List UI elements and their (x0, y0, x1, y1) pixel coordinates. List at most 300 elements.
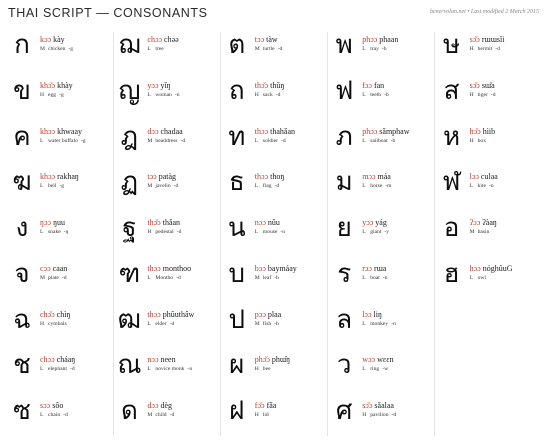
letter-details (362, 411, 435, 420)
letter-name (255, 171, 328, 182)
letter-meaning: tree (155, 46, 164, 52)
letter-word: sǎalaa (372, 401, 394, 411)
consonant-entry (6, 348, 113, 394)
thai-letter: ฑ (118, 258, 141, 289)
thai-letter: ฏ (120, 167, 139, 198)
letter-name (40, 354, 113, 365)
letter-details (40, 274, 113, 283)
final-sound: -y (384, 229, 390, 236)
letter-sound: khɔɔ (40, 126, 56, 136)
letter-sound: lɔɔ (469, 172, 479, 182)
letter-name (147, 171, 220, 182)
thai-letter: น (227, 213, 246, 244)
letter-info (40, 80, 113, 100)
consonant-entry (6, 120, 113, 166)
final-sound: -g (68, 46, 74, 52)
letter-details (40, 45, 113, 54)
letter-details (147, 91, 220, 100)
thai-letter: ฆ (12, 167, 32, 198)
letter-details (147, 320, 220, 329)
final-sound: -d (173, 183, 179, 190)
letter-details (470, 137, 543, 146)
final-sound: -g (59, 91, 64, 98)
consonant-class: H (469, 91, 474, 98)
consonant-entry (221, 165, 328, 211)
letter-word: chìŋ (54, 309, 71, 319)
letter-word: ŋuu (51, 218, 66, 228)
consonant-entry (436, 74, 543, 120)
letter-name (147, 309, 220, 320)
thai-letter: ข (13, 75, 31, 106)
consonant-class: M (254, 320, 260, 327)
letter-details (470, 228, 543, 237)
letter-sound: tɔɔ (147, 172, 157, 182)
letter-word: dèg (158, 401, 173, 411)
consonant-entry (328, 28, 435, 74)
letter-details (470, 45, 543, 54)
letter-details (255, 274, 328, 283)
letter-meaning: sailboat (370, 137, 388, 144)
final-sound: -b (390, 137, 396, 144)
thai-letter: ท (228, 121, 246, 152)
letter-meaning: child (155, 412, 167, 419)
letter-details (255, 320, 328, 329)
final-sound (486, 275, 489, 281)
consonant-class: M (469, 229, 475, 236)
letter-name (255, 309, 328, 320)
letter-sound: tɔɔ (254, 35, 265, 44)
letter-sound: rɔɔ (362, 263, 372, 273)
consonant-entry (113, 257, 220, 303)
thai-letter: ผ (229, 350, 245, 381)
letter-name (147, 217, 220, 228)
letter-name (470, 80, 543, 91)
letter-sound: thɔ̌ɔ (254, 80, 269, 90)
final-sound: -w (382, 366, 389, 373)
final-sound: -b (274, 274, 279, 281)
consonant-class: M (147, 137, 153, 144)
letter-details (147, 411, 220, 420)
letter-meaning: sack (262, 91, 273, 98)
thai-letter: ฉ (13, 304, 31, 335)
thai-letter: ซ (13, 396, 31, 427)
letter-meaning: chicken (48, 46, 66, 52)
letter-sound: chɔɔ (40, 355, 55, 365)
letter-info (40, 400, 113, 420)
thai-letter: ก (14, 30, 30, 60)
letter-details (255, 137, 328, 146)
letter-meaning: bee (262, 366, 271, 373)
letter-sound: bɔɔ (254, 263, 266, 273)
letter-name (255, 217, 328, 228)
consonant-class: M (40, 274, 45, 281)
letter-info (255, 400, 328, 420)
consonant-class: L (40, 183, 44, 190)
letter-info (470, 80, 543, 100)
letter-name (362, 34, 435, 45)
final-sound: -d (275, 91, 281, 98)
consonant-class: H (254, 412, 259, 419)
consonant-class: L (362, 91, 366, 98)
letter-meaning: soldier (262, 137, 279, 144)
final-sound (164, 46, 167, 52)
thai-letter: ย (336, 213, 352, 244)
letter-details (255, 182, 328, 191)
consonant-class: L (254, 137, 259, 144)
letter-sound: yɔɔ (147, 80, 159, 90)
letter-meaning: water buffalo (48, 137, 78, 144)
letter-info (362, 34, 435, 54)
letter-word: ʔàaŋ (480, 218, 497, 228)
letter-word: plaa (265, 309, 282, 319)
letter-sound: nɔɔ (254, 218, 266, 228)
consonant-class: L (362, 366, 366, 373)
letter-info (362, 354, 435, 374)
letter-name (255, 400, 328, 411)
consonant-class: L (147, 91, 151, 98)
letter-word: culaa (478, 172, 498, 182)
letter-word: yǐŋ (158, 80, 171, 90)
thai-letter: ฬ (442, 167, 461, 198)
letter-details (147, 182, 220, 191)
letter-meaning: turtle (262, 46, 275, 52)
letter-details (362, 365, 435, 374)
consonant-class: L (40, 366, 44, 373)
final-sound: -d (281, 137, 286, 144)
consonant-entry (113, 165, 220, 211)
letter-sound: phɔ̌ɔ (254, 355, 270, 365)
final-sound (269, 412, 272, 418)
letter-info (255, 126, 328, 146)
letter-sound: phɔɔ (362, 35, 378, 44)
letter-details (255, 365, 328, 374)
letter-info (255, 171, 328, 191)
final-sound: -d (176, 229, 182, 236)
letter-sound: kɔɔ (40, 35, 52, 44)
letter-meaning: fish (262, 320, 272, 327)
final-sound (489, 229, 492, 235)
consonant-entry (221, 211, 328, 257)
thai-letter: ว (336, 350, 352, 381)
letter-info (470, 126, 543, 146)
letter-name (40, 309, 113, 320)
consonant-class: H (147, 229, 152, 236)
letter-details (40, 320, 113, 329)
consonant-entry (328, 74, 435, 120)
consonant-class: H (40, 320, 45, 327)
letter-name (470, 263, 543, 274)
letter-sound: fɔɔ (362, 80, 372, 90)
letter-sound: fɔ̌ɔ (254, 401, 265, 411)
final-sound: -d (169, 320, 175, 327)
consonant-entry (113, 348, 220, 394)
letter-sound: hɔ̌ɔ (469, 126, 481, 136)
consonant-entry (113, 211, 220, 257)
final-sound: -d (169, 412, 175, 419)
letter-meaning: lid (262, 412, 269, 419)
letter-meaning: pavilion (370, 412, 389, 419)
letter-details (147, 274, 220, 283)
letter-word: fǎa (264, 401, 277, 411)
letter-details (255, 228, 328, 237)
letter-info (147, 34, 220, 54)
thai-letter: ญ (118, 75, 141, 106)
letter-meaning: box (477, 137, 486, 144)
letter-meaning: tray (370, 46, 379, 52)
consonant-class: L (147, 320, 151, 327)
consonant-entry (6, 211, 113, 257)
thai-letter: ฟ (334, 75, 354, 106)
consonant-entry (221, 348, 328, 394)
letter-details (362, 91, 435, 100)
thai-letter: ฌ (118, 30, 141, 60)
letter-details (362, 274, 435, 283)
consonant-class: L (147, 46, 151, 52)
letter-word: thahǎan (268, 126, 295, 136)
consonant-entry (328, 120, 435, 166)
letter-sound: dɔɔ (147, 401, 159, 411)
letter-sound: yɔɔ (362, 218, 374, 228)
consonant-entry (6, 165, 113, 211)
consonant-class: H (254, 366, 259, 373)
final-sound: -d (495, 46, 500, 52)
letter-meaning: horse (370, 183, 383, 190)
letter-info (470, 263, 543, 283)
thai-letter: ฐ (122, 213, 137, 244)
consonant-entry (328, 303, 435, 349)
letter-sound: thɔɔ (254, 126, 269, 136)
final-sound: -d (277, 46, 283, 52)
letter-word: monthoo (160, 263, 192, 273)
final-sound: -n (488, 183, 494, 190)
letter-word: chəə (162, 35, 179, 44)
letter-word: nǔu (265, 218, 280, 228)
letter-info (362, 217, 435, 237)
letter-sound: sɔ̌ɔ (469, 80, 480, 90)
consonant-entry (436, 165, 543, 211)
thai-letter: ด (120, 396, 138, 427)
letter-info (362, 309, 435, 329)
letter-details (255, 91, 328, 100)
thai-letter: ค (13, 121, 31, 152)
letter-name (40, 80, 113, 91)
letter-word: caan (50, 263, 68, 273)
letter-info (147, 400, 220, 420)
letter-sound: sɔ̌ɔ (469, 35, 480, 44)
letter-word: phûuthâw (160, 309, 195, 319)
letter-info (40, 217, 113, 237)
consonant-class: L (40, 229, 44, 236)
letter-sound: thɔɔ (254, 172, 269, 182)
consonant-class: L (254, 183, 259, 190)
letter-name (40, 217, 113, 228)
letter-details (362, 320, 435, 329)
consonant-class: L (469, 274, 474, 281)
letter-word: khày (55, 80, 73, 90)
letter-meaning: monkey (370, 320, 389, 327)
letter-meaning: chain (48, 412, 61, 419)
letter-name (40, 126, 113, 137)
thai-letter: ร (337, 258, 352, 289)
thai-letter: จ (14, 258, 30, 289)
letter-meaning: pedestal (155, 229, 174, 236)
letter-word: thoŋ (268, 172, 285, 182)
letter-info (147, 217, 220, 237)
letter-word: máa (375, 172, 391, 182)
thai-letter: ฮ (443, 258, 460, 289)
letter-name (362, 309, 435, 320)
thai-letter: ฒ (117, 304, 142, 335)
final-sound (67, 321, 70, 327)
thai-letter: พ (335, 30, 353, 60)
letter-meaning: egg (48, 91, 57, 98)
consonant-entry (6, 74, 113, 120)
letter-word: sǎmphaw (377, 126, 410, 136)
consonant-entry (221, 120, 328, 166)
final-sound (486, 138, 489, 144)
letter-name (470, 126, 543, 137)
letter-info (40, 263, 113, 283)
letter-info (470, 34, 543, 54)
letter-sound: mɔɔ (362, 172, 376, 182)
letter-name (255, 126, 328, 137)
thai-letter: บ (228, 258, 246, 289)
consonant-class: H (254, 91, 259, 98)
consonant-entry (113, 120, 220, 166)
letter-details (147, 365, 220, 374)
consonant-entry (221, 74, 328, 120)
letter-meaning: kite (477, 183, 486, 190)
letter-info (255, 80, 328, 100)
consonant-class: L (362, 320, 366, 327)
letter-name (362, 80, 435, 91)
letter-name (470, 171, 543, 182)
letter-sound: hɔɔ (469, 263, 481, 273)
letter-name (147, 354, 220, 365)
letter-meaning: leaf (262, 274, 272, 281)
consonant-entry (221, 394, 328, 440)
thai-letter: ส (443, 75, 460, 106)
consonant-entry (6, 28, 113, 74)
letter-meaning: elder (155, 320, 167, 327)
thai-letter: ณ (117, 350, 142, 381)
letter-name (470, 34, 543, 45)
final-sound: -n (280, 229, 286, 236)
letter-word: yág (373, 218, 387, 228)
letter-name (362, 217, 435, 228)
thai-letter: ล (336, 304, 353, 335)
letter-word: hìib (480, 126, 496, 136)
letter-info (40, 309, 113, 329)
consonant-class: M (254, 274, 260, 281)
letter-name (40, 171, 113, 182)
consonant-class: H (469, 46, 474, 52)
final-sound: -d (63, 412, 68, 419)
letter-word: rɯa (371, 263, 387, 273)
letter-info (147, 171, 220, 191)
letter-meaning: flag (262, 183, 272, 190)
letter-info (147, 80, 220, 100)
letter-name (362, 171, 435, 182)
letter-info (255, 309, 328, 329)
letter-info (40, 171, 113, 191)
consonant-entry (6, 394, 113, 440)
letter-word: rakhaŋ (55, 172, 79, 182)
letter-word: kày (51, 35, 65, 44)
letter-sound: thɔɔ (147, 263, 161, 273)
thai-letter: ช (13, 350, 31, 381)
letter-word: phɯ̂ŋ (269, 355, 291, 365)
thai-letter: อ (443, 213, 460, 244)
letter-info (470, 217, 543, 237)
consonant-entry (436, 28, 543, 74)
letter-word: patàg (156, 172, 177, 182)
consonant-entry (328, 394, 435, 440)
thai-letter: ภ (335, 121, 353, 152)
consonant-entry (436, 257, 543, 303)
letter-info (147, 354, 220, 374)
consonant-class: M (147, 183, 153, 190)
letter-details (255, 411, 328, 420)
letter-word: thǎan (160, 218, 181, 228)
letter-meaning: teeth (370, 91, 382, 98)
consonant-class: L (147, 274, 151, 281)
consonant-entry (113, 394, 220, 440)
letter-details (40, 182, 113, 191)
letter-word: chadaa (158, 126, 183, 136)
letter-word: sɯ̌a (479, 80, 495, 90)
letter-info (255, 217, 328, 237)
consonant-class: H (469, 137, 474, 144)
final-sound: -m (385, 183, 392, 190)
letter-meaning: woman (155, 91, 172, 98)
consonant-class: M (40, 46, 45, 52)
consonant-class: H (362, 412, 367, 419)
letter-meaning: Montho (155, 274, 174, 281)
consonant-class: M (147, 412, 153, 419)
letter-meaning: cymbals (48, 320, 67, 327)
thai-letter: ม (335, 167, 353, 198)
consonant-entry (221, 257, 328, 303)
final-sound: -b (274, 320, 279, 327)
consonant-class: L (469, 183, 474, 190)
letter-name (147, 34, 220, 45)
letter-meaning: headdress (155, 137, 178, 144)
consonant-entry (113, 28, 220, 74)
letter-info (362, 400, 435, 420)
letter-meaning: elephant (48, 366, 67, 373)
letter-word: rɯɯsǐi (479, 35, 505, 44)
letter-meaning: snake (48, 229, 61, 236)
thai-letter: ง (15, 213, 29, 244)
letter-info (255, 34, 328, 54)
letter-name (362, 400, 435, 411)
letter-meaning: bell (48, 183, 57, 190)
letter-meaning: tiger (477, 91, 488, 98)
letter-sound: chɔ̌ɔ (40, 309, 55, 319)
letter-word: fan (371, 80, 385, 90)
letter-meaning: ring (370, 366, 380, 373)
final-sound: -n (382, 274, 388, 281)
letter-sound: ʔɔɔ (469, 218, 481, 228)
letter-details (147, 137, 220, 146)
final-sound: -d (176, 274, 181, 281)
thai-letter: ศ (335, 396, 353, 427)
page-meta: benervolan.net • Last modified 2 March 2015 (429, 9, 539, 15)
letter-details (40, 91, 113, 100)
final-sound: -n (187, 366, 193, 373)
consonant-entry (221, 303, 328, 349)
